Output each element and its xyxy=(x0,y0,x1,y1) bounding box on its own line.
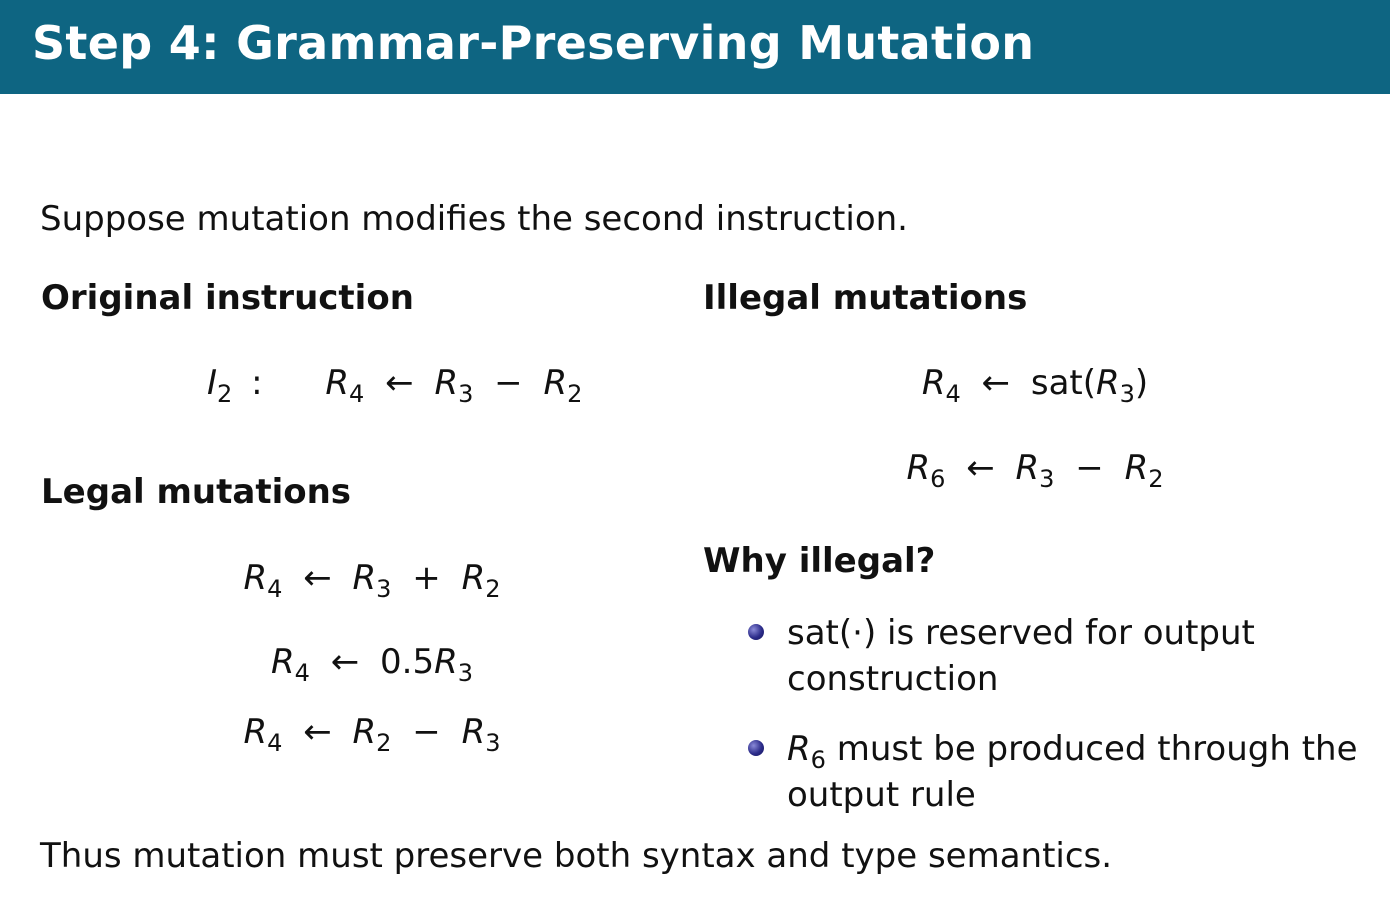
illegal-heading: Illegal mutations xyxy=(703,278,1028,318)
assign-arrow: ← xyxy=(330,642,360,682)
operand-b: R xyxy=(543,363,568,403)
original-equation xyxy=(207,363,583,408)
why-bullet-1: sat(·) is reserved for output construction xyxy=(787,613,1255,699)
bullet2-sub: 6 xyxy=(810,746,826,774)
illegal-mutation-1 xyxy=(921,363,1149,408)
legal-heading: Legal mutations xyxy=(41,472,352,512)
operand-a: R xyxy=(434,642,458,682)
lhs-var: R xyxy=(906,448,931,488)
legal-mutation-2 xyxy=(270,642,474,687)
bullet-icon xyxy=(748,740,764,756)
operand-a-sub: 3 xyxy=(457,659,474,687)
operand-a: R xyxy=(434,363,459,403)
bullet2-var: R xyxy=(787,729,811,769)
original-heading: Original instruction xyxy=(41,278,414,318)
why-heading: Why illegal? xyxy=(703,541,936,581)
lhs-sub: 4 xyxy=(267,575,283,603)
operand-a-sub: 2 xyxy=(376,729,392,757)
bullet2-text: must be produced through the output rule xyxy=(787,729,1358,815)
illegal-mutation-2 xyxy=(906,448,1164,493)
lhs-sub: 6 xyxy=(930,465,946,493)
legal-mutation-3 xyxy=(243,712,501,757)
assign-arrow: ← xyxy=(303,712,332,752)
slide-title: Step 4: Grammar-Preserving Mutation xyxy=(32,16,1035,70)
operand-a: R xyxy=(1096,363,1120,403)
operand-a-sub: 3 xyxy=(1039,465,1055,493)
operand-a-sub: 3 xyxy=(376,575,392,603)
operand-a: R xyxy=(1015,448,1040,488)
conclusion-text: Thus mutation must preserve both syntax and type semantics. xyxy=(40,836,1113,876)
why-bullet-2 xyxy=(787,726,1367,818)
operand-a: R xyxy=(352,712,377,752)
lhs-var: R xyxy=(243,558,268,598)
lhs-var: R xyxy=(270,642,295,682)
coefficient: 0.5 xyxy=(380,642,435,682)
operand-b: R xyxy=(1124,448,1149,488)
lhs-var: R xyxy=(921,363,946,403)
bullet-icon xyxy=(748,624,764,640)
lhs-sub: 4 xyxy=(945,380,961,408)
intro-text: Suppose mutation modifies the second instruction. xyxy=(40,199,908,239)
close-paren: ) xyxy=(1134,363,1149,403)
operator: − xyxy=(1075,448,1104,488)
lhs-var: R xyxy=(325,363,350,403)
operator: − xyxy=(494,363,523,403)
label-sub: 2 xyxy=(217,380,233,408)
operand-a-sub: 3 xyxy=(458,380,474,408)
assign-arrow: ← xyxy=(385,363,414,403)
operand-b-sub: 2 xyxy=(485,575,501,603)
label-var: I xyxy=(207,363,218,403)
operator: − xyxy=(412,712,441,752)
lhs-sub: 4 xyxy=(349,380,365,408)
title-bar xyxy=(0,0,1390,94)
operand-a-sub: 3 xyxy=(1119,380,1135,408)
lhs-sub: 4 xyxy=(294,659,310,687)
assign-arrow: ← xyxy=(966,448,995,488)
assign-arrow: ← xyxy=(303,558,332,598)
operator: + xyxy=(412,558,441,598)
operand-a: R xyxy=(352,558,377,598)
lhs-sub: 4 xyxy=(267,729,283,757)
operand-b: R xyxy=(461,558,486,598)
legal-mutation-1 xyxy=(243,558,501,603)
lhs-var: R xyxy=(243,712,268,752)
operand-b-sub: 2 xyxy=(1148,465,1164,493)
operand-b-sub: 2 xyxy=(567,380,583,408)
operand-b: R xyxy=(461,712,486,752)
label-colon: : xyxy=(251,363,263,403)
operand-b-sub: 3 xyxy=(485,729,501,757)
function-name: sat( xyxy=(1030,363,1097,403)
assign-arrow: ← xyxy=(981,363,1011,403)
